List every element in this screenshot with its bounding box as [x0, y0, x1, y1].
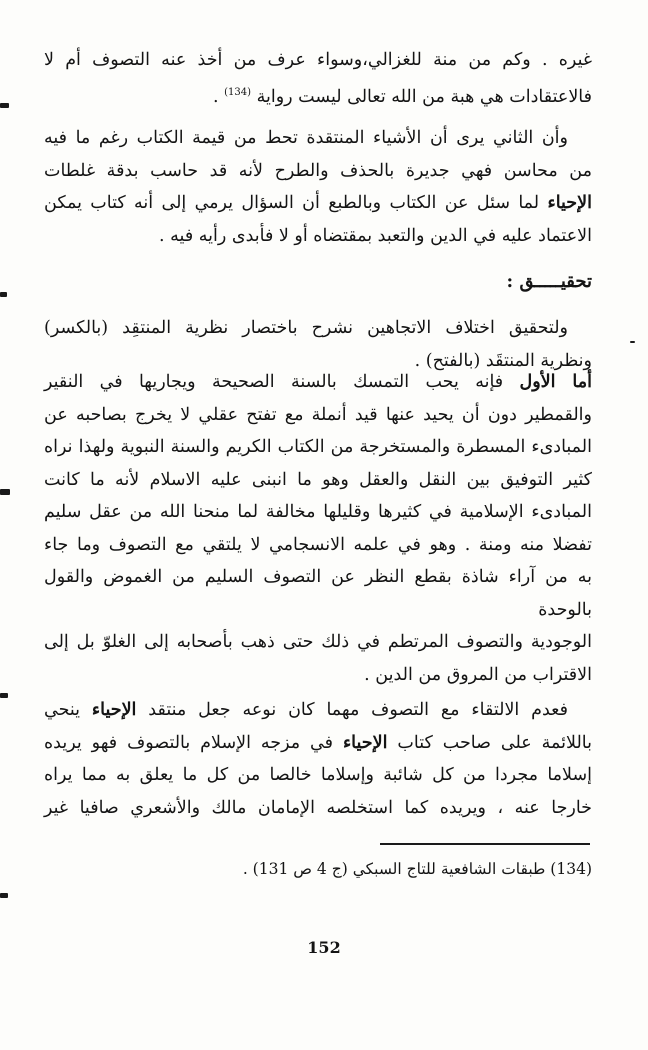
text-line: إسلاما مجردا من كل شائبة وإسلاما خالصا من كل ما يعلق به مما يراه — [44, 765, 592, 785]
text-line: المبادىء المسطرة والمستخرجة من الكتاب الكريم والسنة النبوية ولهذا نراه — [44, 437, 592, 457]
text-line — [44, 77, 592, 114]
paragraph-2 — [44, 122, 592, 252]
text-span: في مزجه الإسلام بالتصوف فهو يريده — [44, 732, 334, 753]
text-line: تفضلا منه ومنة . وهو في علمه الانسجامي لا يلتقي مع التصوف وما جاء — [44, 534, 592, 555]
paragraph-4 — [44, 366, 592, 691]
bold-term: الإحياء — [342, 732, 388, 753]
text-line: غيره . وكم من منة للغزالي،وسواء عرف من أخذ عنه التصوف أم لا — [44, 50, 592, 70]
text-line: به من آراء شاذة بقطع النظر عن التصوف السليم من الغموض والقول بالوحدة — [44, 567, 592, 620]
section-heading-block — [44, 266, 592, 299]
scan-mark — [0, 693, 8, 698]
scan-mark — [630, 341, 635, 343]
text-span: فالاعتقادات هي هبة من الله تعالى ليست رواية — [256, 86, 592, 107]
bold-term: أما الأول — [519, 372, 592, 392]
scan-mark — [0, 893, 8, 898]
text-line: كثير التوفيق بين النقل والعقل وهو ما انبنى عليه الاسلام لأنه ما كانت — [44, 469, 592, 490]
scan-mark — [0, 489, 10, 495]
text-line: ونظرية المنتقَد (بالفتح) . — [414, 350, 592, 371]
text-line — [44, 694, 592, 727]
text-line: ولتحقيق اختلاف الاتجاهين نشرح باختصار نظرية المنتقِد (بالكسر) — [44, 318, 568, 338]
page-number: 152 — [307, 938, 341, 957]
paragraph-5 — [44, 694, 592, 824]
text-span: فعدم الالتقاء مع التصوف مهما كان نوعه جعل منتقد — [148, 700, 568, 720]
scan-mark — [0, 292, 7, 297]
scan-mark — [0, 103, 9, 108]
footnote: (134) طبقات الشافعية للتاج السبكي (ج 4 ص 131) . — [242, 860, 592, 878]
bold-term: الإحياء — [91, 700, 137, 720]
text-line — [44, 366, 592, 399]
text-line: والقمطير دون أن يحيد عنها قيد أنملة مع تفتح عقلي لا يخرج بصاحبه عن — [44, 404, 592, 425]
text-span: . — [212, 86, 219, 107]
text-line: من محاسن فهي جديرة بالحذف والطرح لأنه قد حاسب بدقة غلطات — [44, 160, 592, 181]
footnote-ref: (134) — [224, 86, 251, 98]
text-line — [44, 727, 592, 760]
section-heading: تحقيـــــق : — [506, 271, 592, 292]
text-line: وأن الثاني يرى أن الأشياء المنتقدة تحط من قيمة الكتاب رغم ما فيه — [44, 128, 568, 148]
text-line: خارجا عنه ، ويريده كما استخلصه الإمامان مالك والأشعري صافيا غير — [44, 797, 592, 818]
text-line: الاعتماد عليه في الدين والتعبد بمقتضاه أو لا فأبدى رأيه فيه . — [159, 225, 592, 246]
text-span: لما سئل عن الكتاب وبالطبع أن السؤال يرمي إلى أنه كتاب يمكن — [44, 193, 540, 213]
text-line: الوجودية والتصوف المرتطم في ذلك حتى ذهب بأصحابه إلى الغلوّ بل إلى — [44, 632, 592, 652]
bold-term: الإحياء — [547, 193, 592, 213]
text-line — [44, 187, 592, 220]
paragraph-1 — [44, 44, 592, 113]
text-span: ينحي — [44, 700, 81, 720]
text-line: المبادىء الإسلامية في كثيرها وقليلها مخالفة لما منحنا الله من عقل سليم — [44, 502, 592, 522]
text-line: الاقتراب من المروق من الدين . — [364, 664, 592, 685]
text-span: باللائمة على صاحب كتاب — [397, 732, 592, 753]
footnote-separator — [380, 843, 590, 845]
text-span: فإنه يحب التمسك بالسنة الصحيحة ويجاريها في النقير — [44, 372, 504, 392]
